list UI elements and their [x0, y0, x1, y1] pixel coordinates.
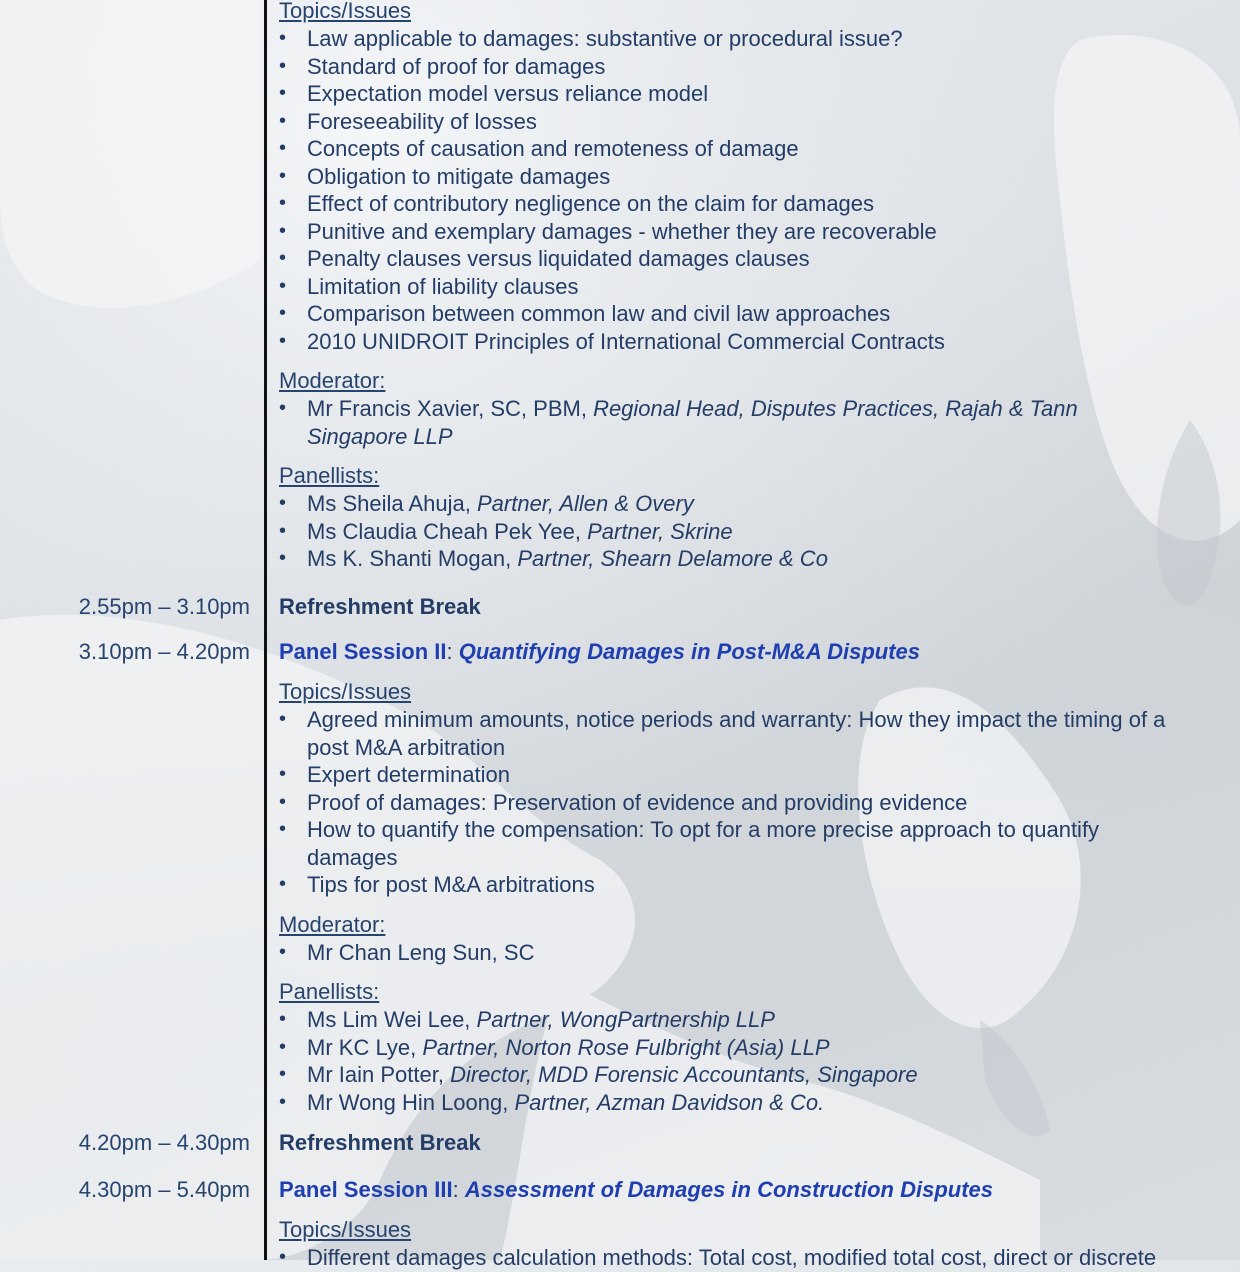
list-item: • Effect of contributory negligence on the claim for damages: [279, 190, 1209, 218]
panellist-role: Partner, Allen & Overy: [476, 491, 694, 516]
break-2-label: Refreshment Break: [279, 1130, 481, 1155]
topics-list: [279, 706, 1184, 899]
moderator-header: Moderator:: [279, 911, 386, 937]
session-colon: :: [446, 639, 459, 664]
session-3-time: 4.30pm – 5.40pm: [78, 1177, 250, 1202]
list-item: [279, 490, 1209, 518]
list-item: • Mr Chan Leng Sun, SC: [279, 939, 1209, 967]
session-1-details: [279, 0, 1209, 573]
session-colon: :: [452, 1177, 465, 1202]
list-item: • Agreed minimum amounts, notice periods and warranty: How they impact the timing of a post M&A arbitration: [279, 706, 1184, 761]
list-item: [279, 1006, 1209, 1034]
list-item: • Penalty clauses versus liquidated damages clauses: [279, 245, 1209, 273]
moderator-list: [279, 395, 1209, 450]
panellists-header: Panellists:: [279, 463, 380, 488]
list-item: • Expectation model versus reliance model: [279, 80, 1209, 108]
panellist-role: Partner, Azman Davidson & Co.: [514, 1089, 825, 1115]
moderator-list: [279, 939, 1209, 967]
list-item: • Foreseeability of losses: [279, 108, 1209, 136]
session-2-details: [279, 638, 1209, 1116]
panellist-name: Ms Sheila Ahuja,: [307, 491, 477, 516]
panellists-header: Panellists:: [279, 979, 380, 1004]
topics-header: Topics/Issues: [279, 0, 412, 23]
moderator-header: Moderator:: [279, 368, 386, 393]
list-item: • Law applicable to damages: substantive or procedural issue?: [279, 25, 1209, 53]
list-item: • Obligation to mitigate damages: [279, 163, 1209, 191]
panellist-name: Ms K. Shanti Mogan,: [307, 546, 518, 571]
list-item: [279, 1061, 1209, 1089]
list-item: • Proof of damages: Preservation of evidence and providing evidence: [279, 789, 1184, 817]
timeline-divider: [264, 0, 267, 1260]
list-item: • How to quantify the compensation: To opt for a more precise approach to quantify damages: [279, 816, 1167, 871]
panellists-list: [279, 1006, 1209, 1116]
panellist-name: Mr Iain Potter,: [307, 1062, 451, 1087]
break-2-time: 4.20pm – 4.30pm: [78, 1130, 250, 1155]
topics-header: Topics/Issues: [279, 1217, 412, 1242]
panellist-role: Partner, Norton Rose Fulbright (Asia) LLP: [422, 1034, 830, 1060]
panellists-list: [279, 490, 1209, 573]
moderator-role: Regional Head, Disputes Practices, Rajah & Tann: [593, 396, 1078, 421]
list-item: [279, 395, 1209, 450]
panellist-role: Director, MDD Forensic Accountants, Singapore: [450, 1062, 918, 1087]
topics-list: [279, 25, 1209, 355]
list-item: • Concepts of causation and remoteness of damage: [279, 135, 1209, 163]
topics-header: Topics/Issues: [279, 679, 412, 704]
session-3-title: [279, 1176, 1209, 1204]
list-item: [279, 1034, 1209, 1062]
list-item: • Standard of proof for damages: [279, 53, 1209, 81]
panellist-name: Mr Wong Hin Loong,: [307, 1089, 515, 1115]
list-item: • 2010 UNIDROIT Principles of International Commercial Contracts: [279, 328, 1209, 356]
break-1-time: 2.55pm – 3.10pm: [78, 594, 250, 619]
session-label: Panel Session III: [279, 1177, 453, 1202]
session-2-title: [279, 638, 1209, 666]
session-topic: Quantifying Damages in Post-M&A Disputes: [458, 639, 920, 664]
session-label: Panel Session II: [279, 639, 447, 664]
moderator-role-cont: Singapore LLP: [307, 423, 453, 449]
session-3-details: [279, 1176, 1209, 1272]
break-1-label: Refreshment Break: [279, 594, 481, 619]
list-item: • Expert determination: [279, 761, 1184, 789]
panellist-name: Ms Lim Wei Lee,: [307, 1007, 477, 1032]
panellist-role: Partner, Skrine: [587, 518, 733, 544]
list-item: [279, 518, 1209, 546]
list-item: • Comparison between common law and civil law approaches: [279, 300, 1209, 328]
list-item: [279, 1089, 1209, 1117]
list-item: • Different damages calculation methods: Total cost, modified total cost, direct or discrete: [279, 1244, 1209, 1272]
panellist-role: Partner, WongPartnership LLP: [476, 1007, 775, 1032]
session-topic: Assessment of Damages in Construction Disputes: [464, 1177, 993, 1202]
list-item: [279, 545, 1209, 573]
topics-list: [279, 1244, 1209, 1272]
list-item: • Punitive and exemplary damages - whether they are recoverable: [279, 218, 1209, 246]
panellist-role: Partner, Shearn Delamore & Co: [517, 546, 828, 571]
list-item: • Limitation of liability clauses: [279, 273, 1209, 301]
panellist-name: Mr KC Lye,: [307, 1034, 423, 1060]
list-item: • Tips for post M&A arbitrations: [279, 871, 1184, 899]
moderator-name: Mr Francis Xavier, SC, PBM,: [307, 396, 594, 421]
panellist-name: Ms Claudia Cheah Pek Yee,: [307, 518, 588, 544]
session-2-time: 3.10pm – 4.20pm: [78, 639, 250, 664]
